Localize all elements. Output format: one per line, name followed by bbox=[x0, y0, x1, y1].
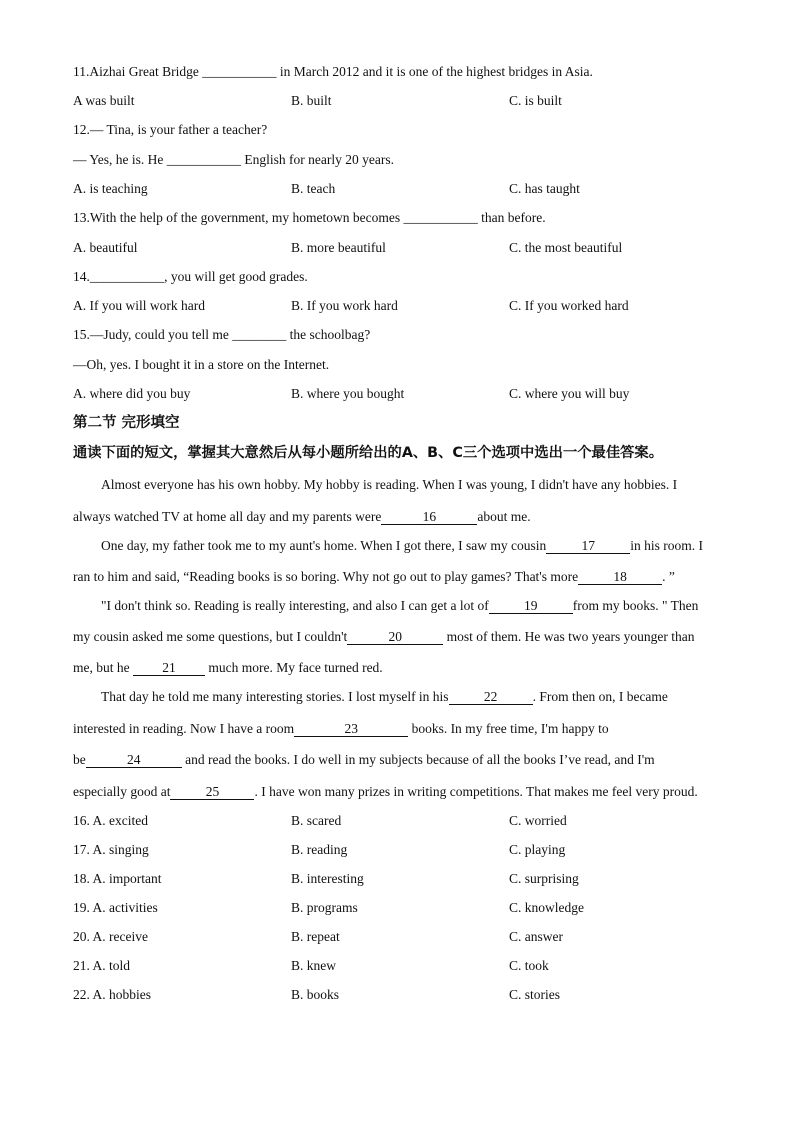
section-title: 第二节 完形填空 bbox=[73, 415, 180, 431]
passage-line: be 24 and read the books. I do well in my subjects because of all the books I’ve read, and I'm bbox=[73, 752, 655, 767]
q21-option-a[interactable]: 21. A. told bbox=[73, 958, 131, 973]
passage-line: always watched TV at home all day and my parents were 16 about me. bbox=[73, 509, 531, 524]
q13-option-a[interactable]: A. beautiful bbox=[73, 240, 138, 255]
blank-21[interactable]: 21 bbox=[133, 660, 205, 676]
q15-option-b[interactable]: B. where you bought bbox=[291, 386, 405, 401]
blank-17[interactable]: 17 bbox=[546, 538, 630, 554]
question-13-stem: 13.With the help of the government, my hometown becomes ___________ than before. bbox=[73, 210, 546, 225]
q20-option-c[interactable]: C. answer bbox=[509, 929, 563, 944]
blank-20[interactable]: 20 bbox=[347, 629, 443, 645]
passage-line: me, but he 21 much more. My face turned red. bbox=[73, 660, 383, 675]
q18-option-a[interactable]: 18. A. important bbox=[73, 871, 162, 886]
question-15-stem: 15.—Judy, could you tell me ________ the schoolbag? bbox=[73, 327, 371, 342]
q16-option-a[interactable]: 16. A. excited bbox=[73, 813, 148, 828]
q15-option-a[interactable]: A. where did you buy bbox=[73, 386, 191, 401]
q17-option-a[interactable]: 17. A. singing bbox=[73, 842, 149, 857]
question-15-answer-line: —Oh, yes. I bought it in a store on the Internet. bbox=[73, 357, 330, 372]
q11-option-c[interactable]: C. is built bbox=[509, 93, 562, 108]
blank-23[interactable]: 23 bbox=[294, 721, 408, 737]
passage-line: especially good at 25 . I have won many prizes in writing competitions. That makes me feel very proud. bbox=[73, 784, 698, 799]
q11-option-a[interactable]: A was built bbox=[73, 93, 135, 108]
blank-16[interactable]: 16 bbox=[381, 509, 477, 525]
question-14-stem: 14.___________, you will get good grades. bbox=[73, 269, 308, 284]
q18-option-c[interactable]: C. surprising bbox=[509, 871, 579, 886]
q21-option-c[interactable]: C. took bbox=[509, 958, 549, 973]
q20-option-a[interactable]: 20. A. receive bbox=[73, 929, 148, 944]
q12-option-b[interactable]: B. teach bbox=[291, 181, 336, 196]
q11-option-b[interactable]: B. built bbox=[291, 93, 332, 108]
q22-option-c[interactable]: C. stories bbox=[509, 987, 561, 1002]
q21-option-b[interactable]: B. knew bbox=[291, 958, 336, 973]
q12-option-a[interactable]: A. is teaching bbox=[73, 181, 148, 196]
q13-option-c[interactable]: C. the most beautiful bbox=[509, 240, 623, 255]
blank-19[interactable]: 19 bbox=[489, 598, 573, 614]
q16-option-c[interactable]: C. worried bbox=[509, 813, 567, 828]
blank-24[interactable]: 24 bbox=[86, 752, 182, 768]
q13-option-b[interactable]: B. more beautiful bbox=[291, 240, 386, 255]
q15-option-c[interactable]: C. where you will buy bbox=[509, 386, 630, 401]
q17-option-b[interactable]: B. reading bbox=[291, 842, 348, 857]
q18-option-b[interactable]: B. interesting bbox=[291, 871, 364, 886]
passage-line: "I don't think so. Reading is really interesting, and also I can get a lot of 19 from my books. " Then bbox=[101, 598, 699, 613]
question-11-stem: 11.Aizhai Great Bridge ___________ in March 2012 and it is one of the highest bridges in Asia. bbox=[73, 64, 593, 79]
blank-22[interactable]: 22 bbox=[449, 689, 533, 705]
q22-option-a[interactable]: 22. A. hobbies bbox=[73, 987, 152, 1002]
passage-line: Almost everyone has his own hobby. My hobby is reading. When I was young, I didn't have any hobbies. I bbox=[101, 477, 678, 492]
q14-option-b[interactable]: B. If you work hard bbox=[291, 298, 398, 313]
q20-option-b[interactable]: B. repeat bbox=[291, 929, 340, 944]
passage-line: One day, my father took me to my aunt's home. When I got there, I saw my cousin 17 in his room. I bbox=[101, 538, 703, 553]
passage-line: my cousin asked me some questions, but I couldn't 20 most of them. He was two years younger than bbox=[73, 629, 695, 644]
passage-line: That day he told me many interesting stories. I lost myself in his 22 . From then on, I became bbox=[101, 689, 668, 704]
q19-option-b[interactable]: B. programs bbox=[291, 900, 358, 915]
q14-option-c[interactable]: C. If you worked hard bbox=[509, 298, 629, 313]
passage-line: ran to him and said, “Reading books is so boring. Why not go out to play games? That's more 18 . ” bbox=[73, 569, 675, 584]
question-12-answer-line: — Yes, he is. He ___________ English for nearly 20 years. bbox=[73, 152, 394, 167]
passage-line: interested in reading. Now I have a room 23 books. In my free time, I'm happy to bbox=[73, 721, 609, 736]
question-12-stem: 12.— Tina, is your father a teacher? bbox=[73, 122, 268, 137]
q16-option-b[interactable]: B. scared bbox=[291, 813, 342, 828]
q19-option-c[interactable]: C. knowledge bbox=[509, 900, 584, 915]
section-instruction: 通读下面的短文，掌握其大意然后从每小题所给出的A、B、C三个选项中选出一个最佳答案。 bbox=[73, 445, 664, 461]
q14-option-a[interactable]: A. If you will work hard bbox=[73, 298, 205, 313]
q19-option-a[interactable]: 19. A. activities bbox=[73, 900, 158, 915]
q17-option-c[interactable]: C. playing bbox=[509, 842, 566, 857]
q22-option-b[interactable]: B. books bbox=[291, 987, 340, 1002]
blank-25[interactable]: 25 bbox=[170, 784, 254, 800]
blank-18[interactable]: 18 bbox=[578, 569, 662, 585]
q12-option-c[interactable]: C. has taught bbox=[509, 181, 580, 196]
